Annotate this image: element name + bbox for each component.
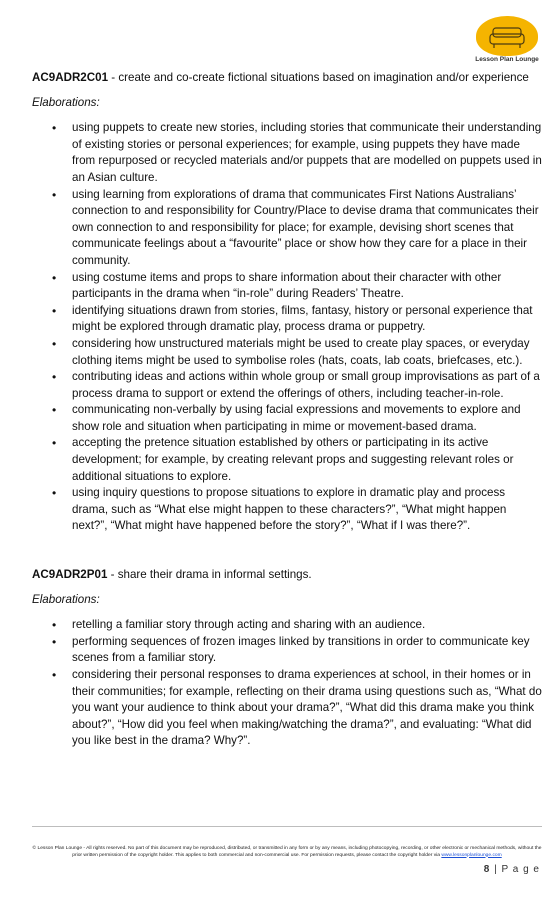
list-item: • communicating non-verbally by using facial expressions and movements to explore and show role and situation when participating in mime or movement-based drama. (32, 402, 542, 435)
logo-text: Lesson Plan Lounge (475, 56, 539, 63)
list-item: • using puppets to create new stories, including stories that communicate their understanding of existing stories or personal experiences; for example, using puppets they have made from repurposed or recycled materials and/or puppets that are modelled on puppets used in an Asian culture. (32, 120, 542, 186)
section1-description: - create and co-create fictional situations based on imagination and/or experience (108, 71, 529, 84)
sofa-logo-icon (476, 16, 538, 56)
section1-elaborations-label: Elaborations: (32, 95, 100, 109)
section1-elaborations-list (32, 120, 542, 535)
section2-elaborations-list (32, 617, 542, 750)
section2-code: AC9ADR2P01 (32, 568, 108, 582)
list-item: • using inquiry questions to propose situations to explore in dramatic play and process drama, such as “What else might happen to these characters?”, “What might happen next?”, “What might have happened before the story?”, “What if I was there?”. (32, 485, 542, 535)
document-body (32, 70, 542, 750)
footer-copyright (32, 846, 542, 859)
list-item: • using costume items and props to share information about their character with other participants in the drama when “in-role” during Readers’ Theatre. (32, 270, 542, 303)
list-item: • considering their personal responses to drama experiences at school, in their homes or in their communities; for example, reflecting on their drama using questions such as, “What do you want your audience to think about your drama?”, “What did this drama make you think about?”, “How did you feel when making/watching the drama?”, and evaluating: “What did you like best in the drama? Why?”. (32, 667, 542, 750)
section2-description: - share their drama in informal settings. (107, 568, 312, 582)
section2-elaborations-label: Elaborations: (32, 592, 100, 606)
lesson-plan-lounge-logo (472, 16, 542, 68)
section2-heading (32, 567, 542, 584)
list-item: • performing sequences of frozen images linked by transitions in order to communicate key scenes from a familiar story. (32, 634, 542, 667)
page-number: 8 | P a g e (483, 864, 540, 875)
section1-heading (32, 70, 542, 87)
list-item: • identifying situations drawn from stories, films, fantasy, history or personal experience that might be explored through dramatic play, process drama or puppetry. (32, 303, 542, 336)
list-item: • retelling a familiar story through acting and sharing with an audience. (32, 617, 542, 634)
list-item: • contributing ideas and actions within whole group or small group improvisations as part of a process drama to support or extend the offerings of others, including teacher-in-role. (32, 369, 542, 402)
list-item: • considering how unstructured materials might be used to create play spaces, or everyday clothing items might be used to symbolise roles (hats, coats, lab coats, briefcases, etc.). (32, 336, 542, 369)
section1-code: AC9ADR2C01 (32, 71, 109, 84)
footer-divider (32, 826, 542, 827)
list-item: • using learning from explorations of drama that communicates First Nations Australians’ connection to and responsibility for Country/Place to devise drama that communicates their own connection to and responsibility for place; for example, devising short scenes that communicate feelings about a “favourite” place or show how they care for a place in their community. (32, 187, 542, 270)
list-item: • accepting the pretence situation established by others or participating in its active development; for example, by creating relevant props and suggesting relevant roles or additional situations to explore. (32, 435, 542, 485)
website-link[interactable]: www.lessonplanlounge.com (441, 852, 502, 858)
copyright-text: © Lesson Plan Lounge - All rights reserved. No part of this document may be reproduced, distributed, or transmitted in any form or by any means, including photocopying, recording, or other electronic or mechanical methods, without the prior written permission of the copyright holder. This applies to both commercial and non-commercial use. For permission requests, please contact the copyright holder via (32, 846, 542, 858)
